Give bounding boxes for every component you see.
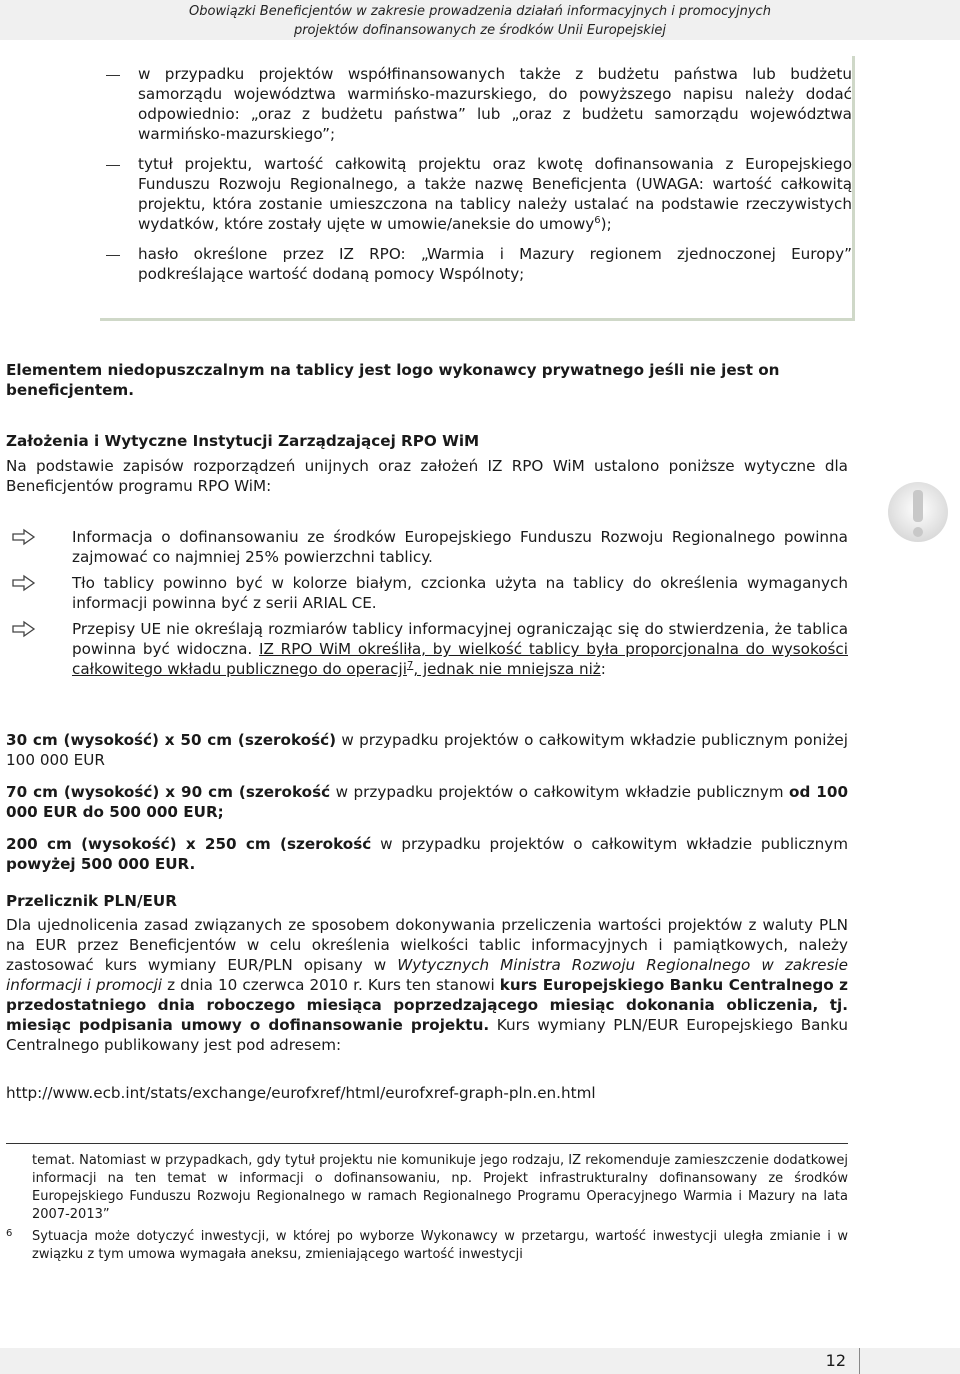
arrow-right-icon	[12, 573, 36, 593]
section-title: Założenia i Wytyczne Instytucji Zarządzającej RPO WiM	[6, 432, 480, 450]
list-item: Informacja o dofinansowaniu ze środków Europejskiego Funduszu Rozwoju Regionalnego powinna zajmować co najmniej 25% powierzchni tablicy.	[6, 527, 848, 567]
guidelines-intro: Na podstawie zapisów rozporządzeń unijnych oraz założeń IZ RPO WiM ustalono poniższe wytyczne dla Beneficjentów programu RPO WiM:	[6, 457, 848, 495]
footnotes	[6, 1152, 848, 1268]
guidelines-list	[6, 527, 848, 679]
list-item: Przepisy UE nie określają rozmiarów tablicy informacyjnej ograniczając się do stwierdzenia, że tablica powinna być widoczna. IZ RPO WiM określiła, by wielkość tablicy była proporcjonalna do wysokości całkowitego wkładu publicznego do operacji$^7$, jednak nie mniejsza niż:	[6, 619, 848, 679]
size-requirements	[6, 730, 848, 886]
guidelines-list-wrap	[6, 527, 848, 685]
converter-paragraph: Dla ujednolicenia zasad związanych ze sposobem dokonywania przeliczenia wartości projektów z waluty PLN na EUR przez Beneficjentów w celu określenia wielkości tablic informacyjnych i pamiątkowych, należy zastosować kurs wymiany EUR/PLN opisany w Wytycznych Ministra Rozwoju Regionalnego w zakresie informacji i promocji z dnia 10 czerwca 2010 r. Kurs ten stanowi kurs Europejskiego Banku Centralnego z przedostatniego dnia roboczego miesiąca poprzedzającego miesiąc dokonania obliczenia, tj. miesiąc podpisania umowy o dofinansowanie projektu. Kurs wymiany PLN/EUR Europejskiego Banku Centralnego publikowany jest pod adresem:	[6, 916, 849, 1054]
footnote-ref: 7	[406, 659, 414, 671]
footer-rule	[859, 1348, 860, 1374]
warning-text: Elementem niedopuszczalnym na tablicy jest logo wykonawcy prywatnego jeśli nie jest on beneficjentem.	[6, 361, 780, 399]
footnote-divider	[6, 1143, 848, 1144]
exclamation-icon	[886, 480, 950, 544]
list-item: tytuł projektu, wartość całkowitą projektu oraz kwotę dofinansowania z Europejskiego Funduszu Rozwoju Regionalnego, a także nazwę Beneficjenta (UWAGA: wartość całkowitą projektu, która zostanie umieszczona na tablicy należy ustalać na podstawie rzeczywistych wydatków, które zostały ujęte w umowie/aneksie do umowy$^6$);	[100, 154, 852, 234]
list-item: Tło tablicy powinno być w kolorze białym, czcionka użyta na tablicy do określenia wymaganych informacji powinna być z serii ARIAL CE.	[6, 573, 848, 613]
footnote-ref: 6	[594, 214, 601, 226]
section-title: Przelicznik PLN/EUR	[6, 892, 177, 910]
list-item: hasło określone przez IZ RPO: „Warmia i Mazury regionem zjednoczonej Europy” podkreślające wartość dodaną pomocy Wspólnoty;	[100, 244, 852, 284]
size-item: 200 cm (wysokość) x 250 cm (szerokość w przypadku projektów o całkowitym wkładzie publicznym powyżej 500 000 EUR.	[6, 835, 848, 873]
size-item: 70 cm (wysokość) x 90 cm (szerokość w przypadku projektów o całkowitym wkładzie publicznym od 100 000 EUR do 500 000 EUR;	[6, 783, 849, 821]
arrow-right-icon	[12, 619, 36, 639]
list-item: w przypadku projektów współfinansowanych także z budżetu państwa lub budżetu samorządu województwa warmińsko-mazurskiego, do powyższego napisu należy dodać odpowiednio: „oraz z budżetu państwa” lub „oraz z budżetu samorządu województwa warmińsko-mazurskiego”;	[100, 64, 852, 144]
converter-section	[6, 891, 848, 1055]
size-item: 30 cm (wysokość) x 50 cm (szerokość) w przypadku projektów o całkowitym wkładzie publicznym poniżej 100 000 EUR	[6, 731, 848, 769]
ecb-url: http://www.ecb.int/stats/exchange/eurofxref/html/eurofxref-graph-pln.en.html	[6, 1084, 596, 1102]
guidelines-section	[6, 431, 848, 496]
footnote-6: 6 Sytuacja może dotyczyć inwestycji, w której po wyborze Wykonawcy w przetargu, wartość inwestycji uległa zmianie i w związku z tym umowa wymagała aneksu, zmieniającego wartość inwestycji	[6, 1228, 848, 1262]
requirements-list	[100, 56, 852, 284]
arrow-right-icon	[12, 527, 36, 547]
page-number: 12	[825, 1351, 846, 1370]
running-header	[0, 0, 960, 40]
header-line-2: projektów dofinansowanych ze środków Unii Europejskiej	[293, 23, 667, 38]
footnote-continued: temat. Natomiast w przypadkach, gdy tytuł projektu nie komunikuje jego rodzaju, IZ rekomenduje zamieszczenie dodatkowej informacji na ten temat w informacji o dofinansowaniu, np. Projekt infrastrukturalny dofinansowany ze środków Europejskiego Funduszu Rozwoju Regionalnego w ramach Regionalnego Programu Operacyjnego Warmia i Mazury na lata 2007-2013”	[32, 1153, 848, 1222]
page-footer	[0, 1348, 960, 1374]
requirements-box	[100, 56, 855, 321]
header-line-1: Obowiązki Beneficjentów w zakresie prowadzenia działań informacyjnych i promocyjnych	[189, 4, 771, 19]
